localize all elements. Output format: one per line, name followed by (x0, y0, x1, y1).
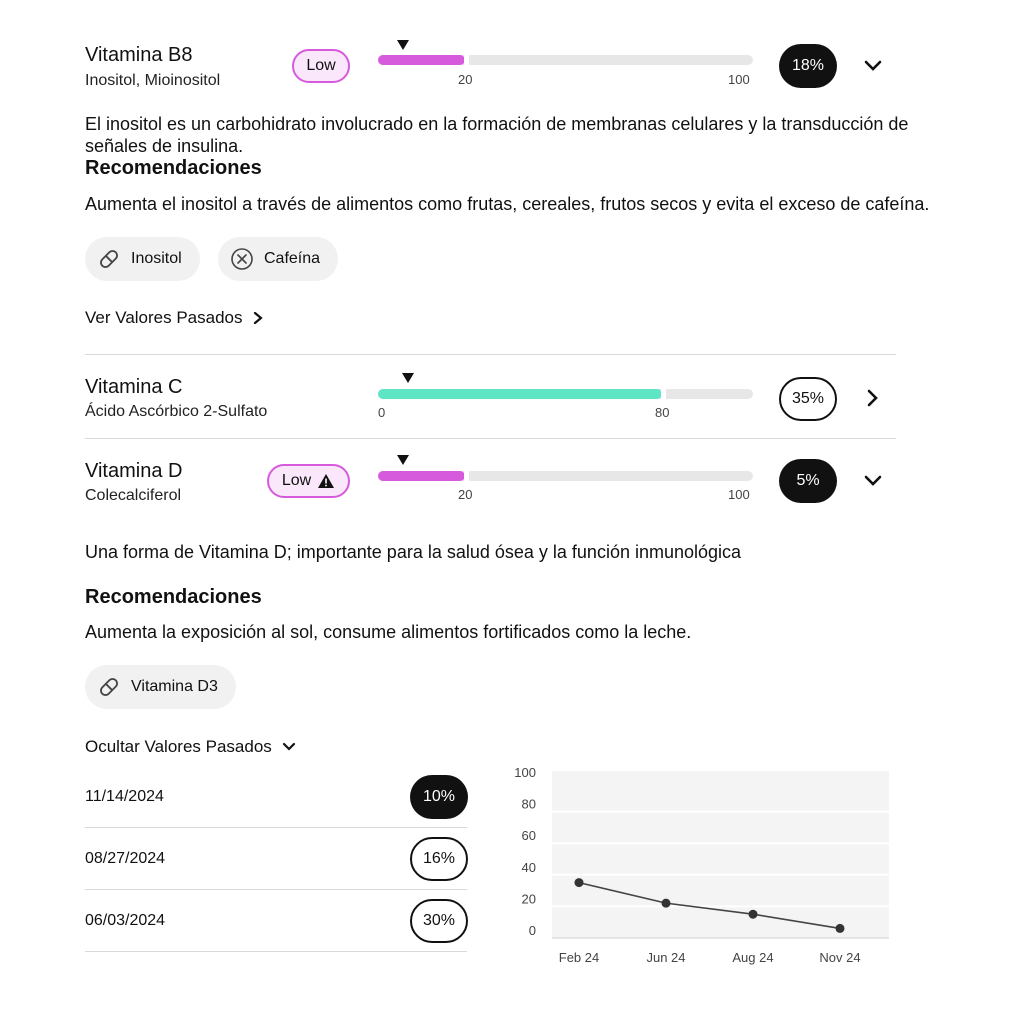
history-date: 06/03/2024 (85, 912, 166, 929)
b8-range-bar (378, 40, 753, 90)
b8-subtitle: Inositol, Mioinositol (85, 72, 221, 89)
c-level-marker (402, 373, 414, 383)
d-collapse-button[interactable] (862, 470, 884, 492)
b8-level-marker (397, 40, 409, 50)
d-percent-badge: 5% (779, 459, 837, 503)
c-subtitle: Ácido Ascórbico 2-Sulfato (85, 403, 268, 420)
chart-data-point (749, 910, 758, 919)
chevron-right-icon (867, 389, 879, 407)
history-value-badge: 30% (410, 899, 468, 943)
warning-icon (317, 473, 335, 489)
history-divider (85, 889, 467, 890)
chart-data-point (575, 878, 584, 887)
d-status-badge (267, 464, 350, 498)
chip-label: Cafeína (264, 250, 321, 267)
d-hide-history-label: Ocultar Valores Pasados (85, 737, 272, 756)
b8-view-history-link[interactable] (85, 308, 263, 328)
b8-view-history-label: Ver Valores Pasados (85, 308, 243, 327)
history-value-badge: 16% (410, 837, 468, 881)
chip-inositol[interactable] (85, 237, 200, 281)
chip-label: Inositol (131, 250, 182, 267)
chart-y-tick-label: 80 (521, 796, 536, 812)
c-title: Vitamina C (85, 376, 183, 398)
b8-title: Vitamina B8 (85, 44, 193, 66)
chip-vitamina-d3[interactable] (85, 665, 236, 709)
chart-data-point (836, 924, 845, 933)
c-bar-gap (661, 387, 666, 401)
chip-cafeina[interactable] (218, 237, 338, 281)
d-range-high: 100 (728, 487, 750, 502)
d-bar-gap (464, 469, 469, 483)
b8-range-high: 100 (728, 72, 750, 87)
chart-y-tick-label: 60 (521, 828, 536, 844)
chart-data-point (662, 899, 671, 908)
c-range-low: 0 (378, 405, 386, 420)
d-recommendations-heading: Recomendaciones (85, 586, 262, 608)
chart-y-tick-label: 40 (521, 859, 536, 875)
cancel-circle-icon (230, 247, 254, 271)
b8-recommendations-text: Aumenta el inositol a través de alimentos como frutas, cereales, frutos secos y evita el exceso de cafeína. (85, 194, 930, 214)
d-level-marker (397, 455, 409, 465)
d-range-bar (378, 455, 753, 505)
pill-icon (97, 675, 121, 699)
chart-y-tick-label: 20 (521, 891, 536, 907)
chart-y-tick-label: 100 (514, 765, 536, 780)
b8-status-label: Low (306, 57, 336, 74)
c-bar-fill (378, 389, 662, 399)
c-range-high: 80 (655, 405, 670, 420)
d-bar-fill (378, 471, 465, 481)
chip-label: Vitamina D3 (131, 678, 218, 695)
b8-collapse-button[interactable] (862, 55, 884, 77)
history-date: 08/27/2024 (85, 850, 166, 867)
history-date: 11/14/2024 (85, 788, 164, 805)
c-expand-button[interactable] (862, 387, 884, 409)
d-description: Una forma de Vitamina D; importante para la salud ósea y la función inmunológica (85, 542, 742, 562)
history-value-badge: 10% (410, 775, 468, 819)
b8-recommendations-heading: Recomendaciones (85, 157, 262, 179)
chart-x-tick-label: Feb 24 (558, 950, 600, 965)
chart-plot-area (552, 771, 889, 938)
pill-icon (97, 247, 121, 271)
chevron-right-icon (253, 311, 263, 325)
history-divider (85, 827, 467, 828)
chevron-down-icon (282, 742, 296, 752)
section-divider (85, 354, 896, 355)
d-status-label: Low (281, 472, 312, 489)
b8-bar-fill (378, 55, 465, 65)
section-divider (85, 438, 896, 439)
history-divider (85, 951, 467, 952)
chevron-down-icon (864, 475, 882, 487)
d-subtitle: Colecalciferol (85, 487, 182, 504)
c-range-bar (378, 373, 753, 423)
c-percent-badge: 35% (779, 377, 837, 421)
d-hide-history-link[interactable] (85, 737, 296, 757)
b8-range-low: 20 (458, 72, 473, 87)
d-recommendations-text: Aumenta la exposición al sol, consume alimentos fortificados como la leche. (85, 622, 692, 642)
d-range-low: 20 (458, 487, 473, 502)
b8-description: El inositol es un carbohidrato involucrado en la formación de membranas celulares y la transducción de señales de insulina. (85, 114, 909, 156)
b8-bar-gap (464, 53, 469, 67)
history-line-chart (500, 760, 900, 975)
chart-y-tick-label: 0 (528, 923, 536, 938)
b8-percent-badge: 18% (779, 44, 837, 88)
chevron-down-icon (864, 60, 882, 72)
b8-status-badge (292, 49, 350, 83)
d-title: Vitamina D (85, 460, 183, 482)
chart-x-tick-label: Nov 24 (819, 950, 861, 965)
chart-x-tick-label: Jun 24 (646, 950, 686, 965)
chart-x-tick-label: Aug 24 (732, 950, 774, 965)
